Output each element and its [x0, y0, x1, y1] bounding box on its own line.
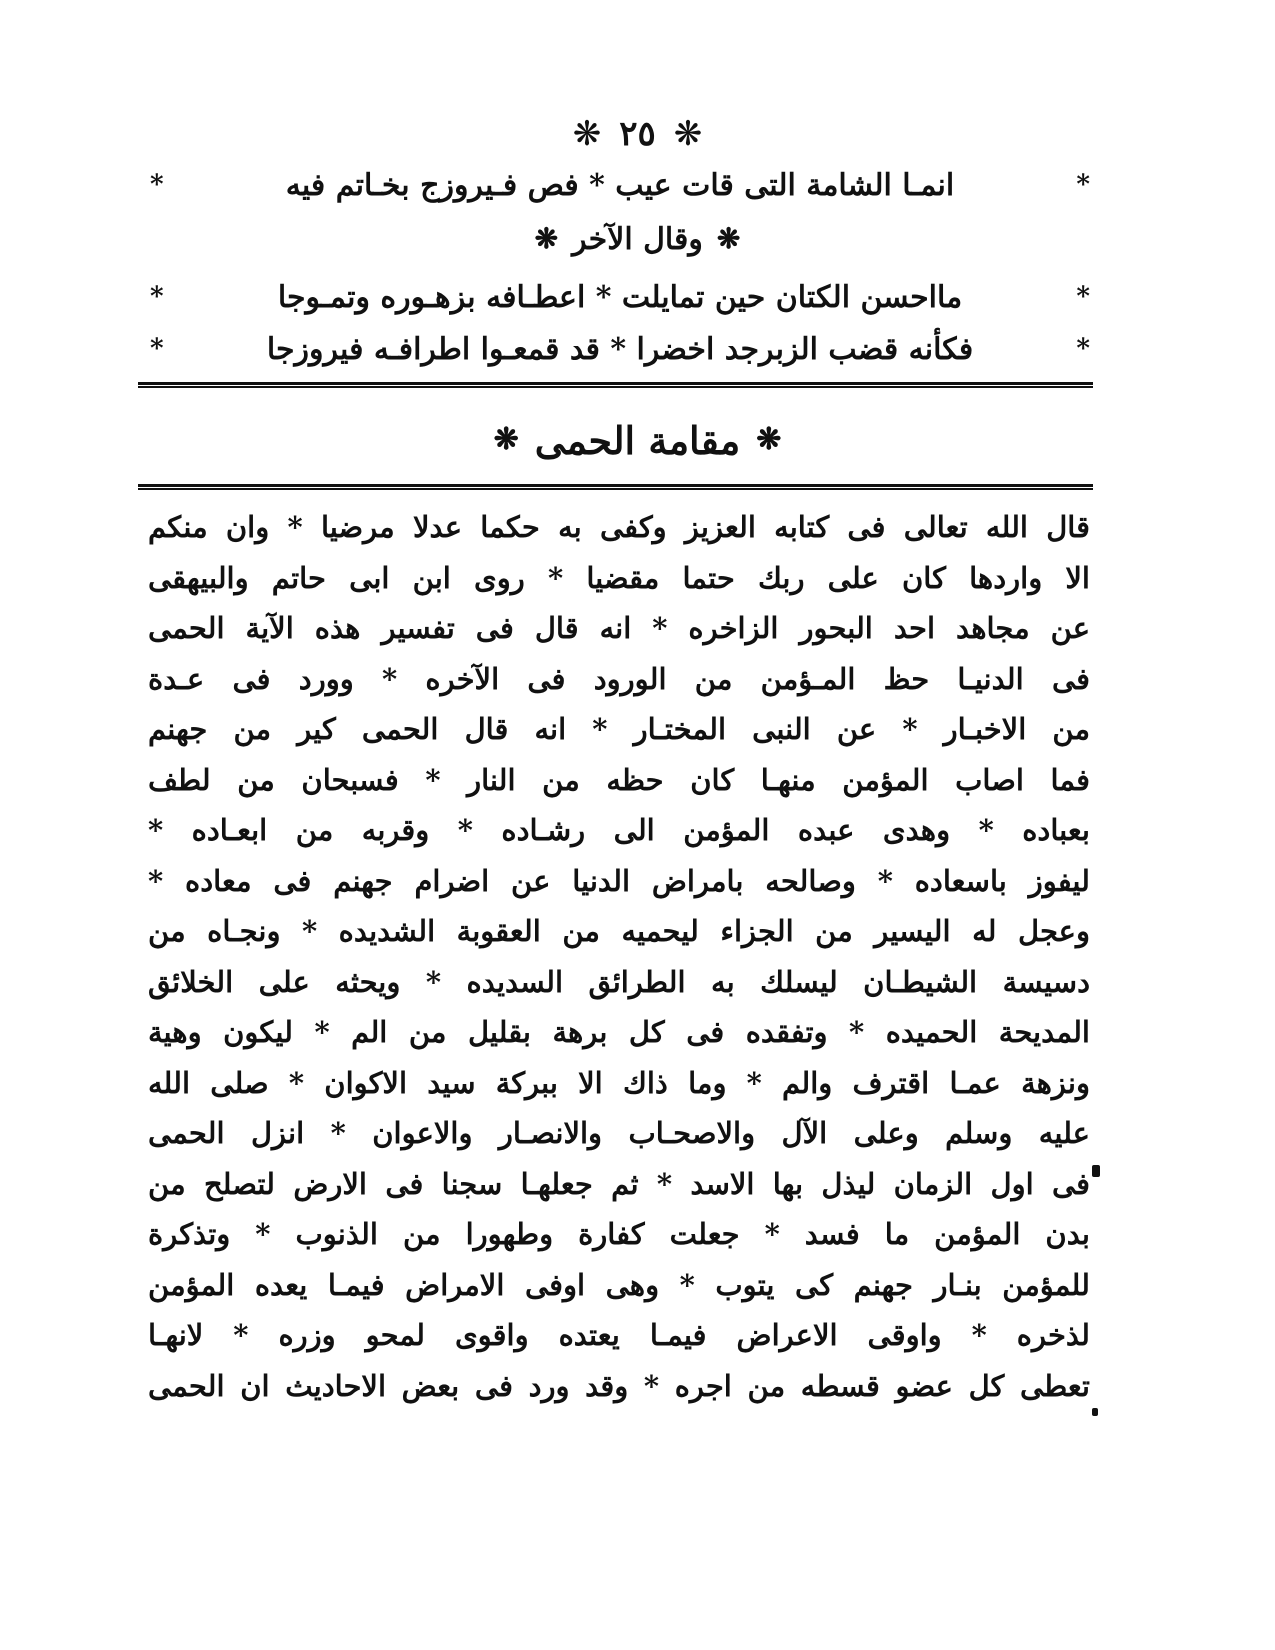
body-line: تعطى كل عضو قسطه من اجره * وقد ورد فى بعض الاحاديث ان الحمى: [148, 1368, 1090, 1403]
double-rule-divider: [138, 382, 1093, 388]
section-title: [0, 405, 1275, 475]
body-line: للمؤمن بنـار جهنم كى يتوب * وهى اوفى الامراض فيمـا يعده المؤمن: [148, 1267, 1090, 1302]
body-line: عليه وسلم وعلى الآل والاصحـاب والانصـار والاعوان * انزل الحمى: [148, 1116, 1090, 1150]
star-separator: *: [150, 170, 164, 200]
star-separator: *: [1076, 170, 1090, 200]
star-separator: *: [1076, 334, 1090, 364]
verse-text: انمـا الشامة التى قات عيب * فص فـيروزج بخـاتم فيه: [285, 167, 955, 203]
subheading-text: وقال الآخر: [572, 221, 703, 257]
body-line: فى اول الزمان ليذل بها الاسد * ثم جعلهـا سجنا فى الارض لتصلح من: [148, 1166, 1090, 1201]
page-number: ٢٥: [619, 114, 656, 154]
verse-subheading: [0, 214, 1275, 264]
body-line: ونزهة عمـا اقترف والم * وما ذاك الا ببركة سيد الاكوان * صلى الله: [148, 1065, 1090, 1100]
body-line: وعجل له اليسير من الجزاء ليحميه من العقوبة الشديده * ونجـاه من: [148, 914, 1090, 948]
star-separator: *: [150, 282, 164, 312]
flower-ornament-icon: ❋: [756, 422, 782, 457]
body-line: فما اصاب المؤمن منهـا كان حظه من النار * فسبحان من لطف: [148, 762, 1090, 797]
body-line: ليفوز باسعاده * وصالحه بامراض الدنيا عن اضرام جهنم فى معاده *: [148, 863, 1090, 898]
body-line: بعباده * وهدى عبده المؤمن الى رشـاده * وقربه من ابعـاده *: [148, 813, 1090, 847]
body-text: [148, 502, 1090, 1411]
body-line: من الاخبـار * عن النبى المختـار * انه قال الحمى كير من جهنم: [148, 712, 1090, 746]
body-line: عن مجاهد احد البحور الزاخره * انه قال فى تفسير هذه الآية الحمى: [148, 611, 1090, 645]
verse-text: مااحسن الكتان حين تمايلت * اعطـافه بزهـوره وتمـوجا: [277, 279, 963, 315]
star-separator: *: [1076, 282, 1090, 312]
section-title-text: مقامة الحمى: [534, 417, 741, 463]
body-line: المديحة الحميده * وتفقده فى كل برهة بقليل من الم * ليكون وهية: [148, 1015, 1090, 1049]
flower-ornament-icon: ❋: [534, 222, 559, 255]
flower-ornament-icon: ❋: [493, 422, 519, 457]
flower-ornament-icon: ❋: [716, 222, 741, 255]
body-line: قال الله تعالى فى كتابه العزيز وكفى به حكما عدلا مرضيا * وان منكم: [148, 510, 1090, 544]
margin-mark: [1092, 1408, 1098, 1416]
body-line: بدن المؤمن ما فسد * جعلت كفارة وطهورا من الذنوب * وتذكرة: [148, 1217, 1090, 1251]
double-rule-divider: [138, 484, 1093, 490]
poem-verse-line: [150, 160, 1090, 210]
page-header: [0, 108, 1275, 160]
body-line: لذخره * واوقى الاعراض فيمـا يعتده واقوى لمحو وزره * لانهـا: [148, 1318, 1090, 1352]
body-line: دسيسة الشيطـان ليسلك به الطرائق السديده * ويحثه على الخلائق: [148, 964, 1090, 999]
poem-verse-line: [150, 324, 1090, 374]
poem-verse-line: [150, 272, 1090, 322]
flower-ornament-icon: ❋: [673, 114, 703, 154]
flower-ornament-icon: ❋: [572, 114, 602, 154]
margin-mark: [1092, 1165, 1100, 1177]
body-line: فى الدنيـا حظ المـؤمن من الورود فى الآخره * وورد فى عـدة: [148, 661, 1090, 696]
star-separator: *: [150, 334, 164, 364]
body-line: الا واردها كان على ربك حتما مقضيا * روى ابن ابى حاتم والبيهقى: [148, 560, 1090, 595]
verse-text: فكأنه قضب الزبرجد اخضرا * قد قمعـوا اطرافـه فيروزجا: [266, 331, 974, 367]
